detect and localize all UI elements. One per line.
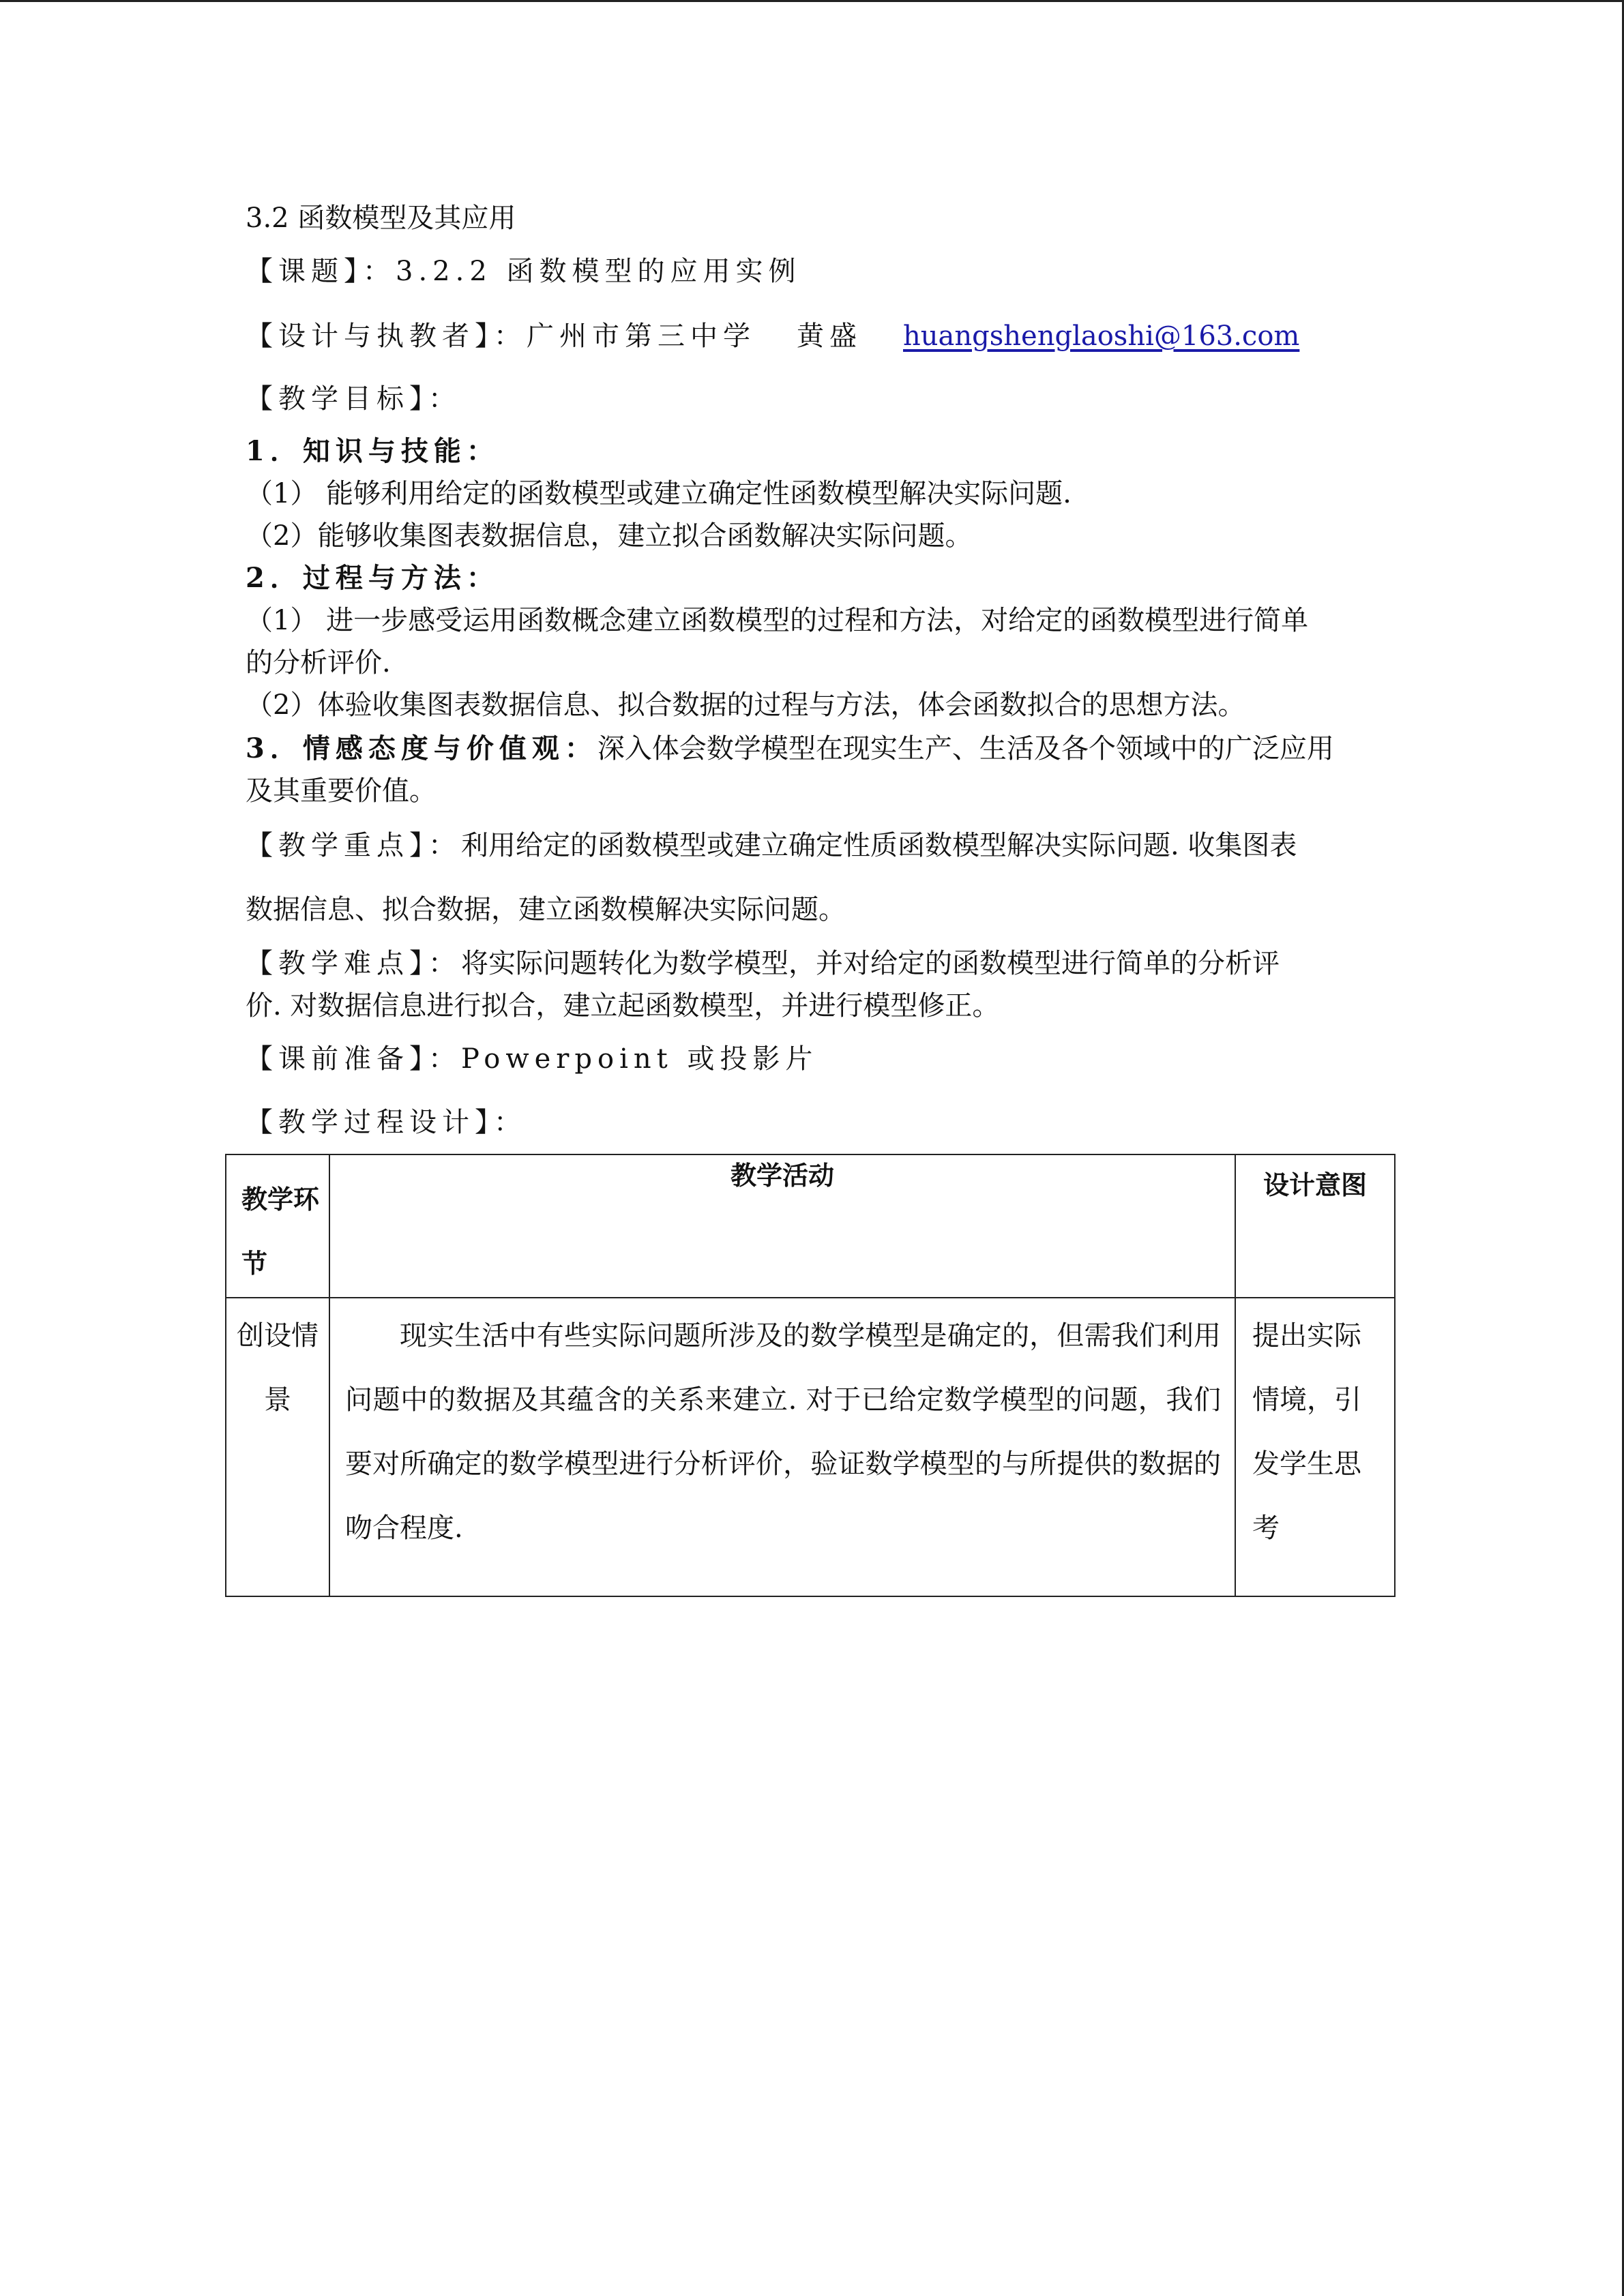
obj3-heading: 3．情感态度与价值观： bbox=[246, 732, 597, 764]
header-intent: 设计意图 bbox=[1235, 1154, 1395, 1298]
designer-school: 广州市第三中学 bbox=[527, 320, 756, 352]
page-top-border bbox=[0, 0, 1624, 2]
row-stage: 创设情景 bbox=[226, 1298, 329, 1596]
prep-value: Powerpoint 或投影片 bbox=[461, 1043, 818, 1075]
designer-email-link[interactable]: huangshenglaoshi@163.com bbox=[903, 320, 1300, 352]
table-header-row bbox=[226, 1154, 1395, 1298]
prep-label: 【课前准备】： bbox=[246, 1043, 461, 1075]
difficulties-line bbox=[246, 944, 1280, 983]
key-points-text: 利用给定的函数模型或建立确定性质函数模型解决实际问题. 收集图表 bbox=[461, 830, 1297, 861]
topic-label: 【课题】： bbox=[246, 256, 396, 287]
topic-value: 3.2.2 函数模型的应用实例 bbox=[396, 256, 801, 287]
difficulties-text: 将实际问题转化为数学模型，并对给定的函数模型进行简单的分析评 bbox=[461, 948, 1280, 979]
difficulties-text-cont: 价. 对数据信息进行拟合，建立起函数模型，并进行模型修正。 bbox=[246, 990, 1000, 1022]
obj3-text-cont: 及其重要价值。 bbox=[246, 775, 437, 807]
key-points-label: 【教学重点】： bbox=[246, 830, 461, 861]
key-points-line bbox=[246, 826, 1297, 865]
header-stage: 教学环节 bbox=[226, 1154, 329, 1298]
prep-line bbox=[246, 1040, 818, 1078]
obj1-item: （1） 能够利用给定的函数模型或建立确定性函数模型解决实际问题. bbox=[246, 478, 1072, 509]
obj2-line: （1） 进一步感受运用函数概念建立函数模型的过程和方法，对给定的函数模型进行简单 bbox=[246, 605, 1309, 636]
obj2-heading: 2．过程与方法： bbox=[246, 562, 499, 594]
obj1-heading: 1．知识与技能： bbox=[246, 435, 499, 467]
designer-name: 黄盛 bbox=[797, 320, 862, 352]
obj2-line: （2）体验收集图表数据信息、拟合数据的过程与方法，体会函数拟合的思想方法。 bbox=[246, 689, 1245, 721]
key-points-text-cont: 数据信息、拟合数据，建立函数模解决实际问题。 bbox=[246, 894, 846, 925]
obj1-item: （2）能够收集图表数据信息，建立拟合函数解决实际问题。 bbox=[246, 520, 973, 552]
process-label: 【教学过程设计】： bbox=[246, 1107, 527, 1138]
row-intent: 提出实际情境，引发学生思考 bbox=[1235, 1298, 1395, 1596]
objectives-label: 【教学目标】： bbox=[246, 383, 461, 415]
obj2-line: 的分析评价. bbox=[246, 647, 391, 679]
process-table bbox=[225, 1154, 1396, 1597]
table-row bbox=[226, 1298, 1395, 1596]
topic-line bbox=[246, 252, 801, 290]
designer-line bbox=[246, 317, 1299, 355]
obj3-text: 深入体会数学模型在现实生产、生活及各个领域中的广泛应用 bbox=[597, 733, 1334, 764]
header-activity: 教学活动 bbox=[329, 1154, 1235, 1298]
row-activity: 现实生活中有些实际问题所涉及的数学模型是确定的，但需我们利用问题中的数据及其蕴含的关系来建立. 对于已给定数学模型的问题，我们要对所确定的数学模型进行分析评价，验证数学模型的与所提供的数据的吻合程度. bbox=[329, 1298, 1235, 1596]
difficulties-label: 【教学难点】： bbox=[246, 948, 461, 979]
obj3-line bbox=[246, 730, 1334, 768]
designer-label: 【设计与执教者】： bbox=[246, 320, 527, 352]
section-title: 3.2 函数模型及其应用 bbox=[246, 203, 516, 234]
